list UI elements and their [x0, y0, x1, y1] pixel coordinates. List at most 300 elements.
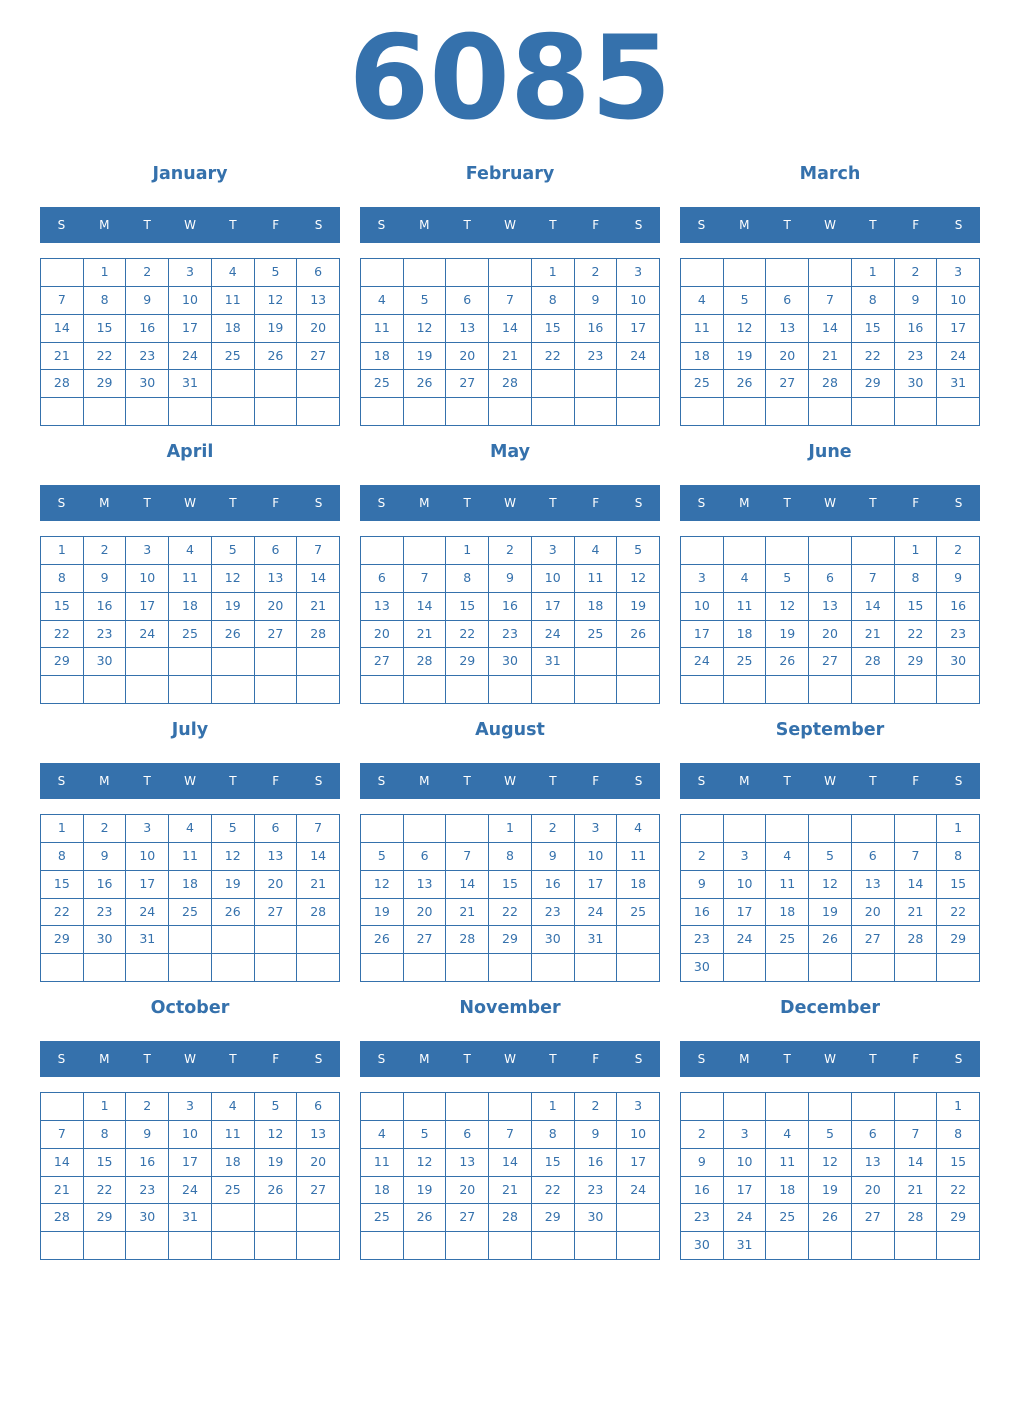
day-cell: 9	[84, 565, 127, 593]
day-cell: 14	[446, 871, 489, 899]
weekday-label: T	[869, 496, 877, 510]
day-cell: 11	[617, 843, 660, 871]
empty-day-cell	[489, 398, 532, 426]
empty-day-cell	[681, 676, 724, 704]
empty-day-cell	[617, 1204, 660, 1232]
day-cell: 19	[617, 593, 660, 621]
day-cell: 31	[169, 370, 212, 398]
day-cell: 15	[937, 1149, 980, 1177]
empty-day-cell	[575, 648, 618, 676]
empty-day-cell	[617, 676, 660, 704]
day-cell: 24	[169, 1177, 212, 1205]
day-cell: 2	[126, 1093, 169, 1121]
day-cell: 11	[212, 1121, 255, 1149]
weekday-label: W	[824, 496, 836, 510]
month-name: June	[808, 442, 852, 462]
day-cell: 10	[937, 287, 980, 315]
day-cell: 13	[446, 315, 489, 343]
day-cell: 14	[404, 593, 447, 621]
day-cell: 3	[126, 815, 169, 843]
day-cell: 10	[724, 871, 767, 899]
day-cell: 29	[84, 1204, 127, 1232]
day-cell: 12	[212, 565, 255, 593]
day-cell: 12	[361, 871, 404, 899]
day-cell: 14	[41, 315, 84, 343]
day-cell: 6	[297, 1093, 340, 1121]
weekday-label: T	[463, 1052, 471, 1066]
empty-day-cell	[404, 676, 447, 704]
weekday-label: S	[954, 774, 963, 788]
day-cell: 6	[361, 565, 404, 593]
day-cell: 18	[361, 343, 404, 371]
day-cell: 15	[532, 1149, 575, 1177]
day-cell: 29	[489, 926, 532, 954]
day-grid	[40, 536, 340, 704]
empty-day-cell	[852, 1232, 895, 1260]
weekday-label: M	[419, 218, 430, 232]
day-cell: 30	[126, 1204, 169, 1232]
day-cell: 20	[446, 1177, 489, 1205]
day-cell: 12	[255, 287, 298, 315]
day-cell: 3	[532, 537, 575, 565]
day-cell: 16	[575, 315, 618, 343]
day-cell: 29	[446, 648, 489, 676]
empty-day-cell	[361, 1093, 404, 1121]
weekday-label: F	[912, 496, 920, 510]
day-cell: 3	[724, 1121, 767, 1149]
day-cell: 13	[255, 565, 298, 593]
empty-day-cell	[724, 676, 767, 704]
weekday-label: T	[869, 774, 877, 788]
day-cell: 27	[852, 926, 895, 954]
day-cell: 12	[724, 315, 767, 343]
empty-day-cell	[681, 398, 724, 426]
empty-day-cell	[809, 537, 852, 565]
day-cell: 16	[681, 899, 724, 927]
day-cell: 2	[575, 1093, 618, 1121]
day-cell: 4	[212, 259, 255, 287]
weekday-label: T	[783, 774, 791, 788]
day-cell: 6	[446, 1121, 489, 1149]
day-cell: 23	[681, 926, 724, 954]
weekday-label: T	[783, 496, 791, 510]
empty-day-cell	[681, 815, 724, 843]
day-cell: 29	[41, 926, 84, 954]
day-cell: 18	[575, 593, 618, 621]
day-cell: 4	[617, 815, 660, 843]
day-cell: 1	[84, 1093, 127, 1121]
day-cell: 9	[532, 843, 575, 871]
empty-day-cell	[212, 370, 255, 398]
empty-day-cell	[937, 954, 980, 982]
day-cell: 10	[169, 287, 212, 315]
day-cell: 10	[169, 1121, 212, 1149]
empty-day-cell	[212, 648, 255, 676]
day-cell: 6	[404, 843, 447, 871]
day-cell: 12	[255, 1121, 298, 1149]
month-name: August	[475, 720, 545, 740]
day-cell: 15	[446, 593, 489, 621]
day-cell: 28	[895, 1204, 938, 1232]
empty-day-cell	[297, 398, 340, 426]
empty-day-cell	[361, 676, 404, 704]
day-cell: 10	[532, 565, 575, 593]
day-cell: 25	[724, 648, 767, 676]
empty-day-cell	[532, 1232, 575, 1260]
day-cell: 7	[489, 1121, 532, 1149]
empty-day-cell	[681, 1093, 724, 1121]
empty-day-cell	[297, 648, 340, 676]
day-cell: 7	[297, 815, 340, 843]
day-cell: 17	[532, 593, 575, 621]
day-cell: 15	[84, 1149, 127, 1177]
weekday-label: S	[314, 774, 323, 788]
day-cell: 13	[361, 593, 404, 621]
day-cell: 17	[126, 871, 169, 899]
weekday-label: F	[592, 1052, 600, 1066]
weekday-label: S	[697, 774, 706, 788]
day-cell: 19	[212, 871, 255, 899]
day-cell: 4	[766, 1121, 809, 1149]
empty-day-cell	[532, 370, 575, 398]
month-name: May	[489, 442, 531, 462]
empty-day-cell	[895, 1093, 938, 1121]
day-cell: 2	[489, 537, 532, 565]
empty-day-cell	[361, 398, 404, 426]
day-cell: 1	[84, 259, 127, 287]
empty-day-cell	[255, 1204, 298, 1232]
day-cell: 27	[297, 343, 340, 371]
day-cell: 9	[575, 287, 618, 315]
day-grid	[360, 814, 660, 982]
day-cell: 15	[41, 593, 84, 621]
day-cell: 2	[681, 1121, 724, 1149]
day-cell: 13	[255, 843, 298, 871]
empty-day-cell	[809, 676, 852, 704]
month-name: December	[780, 998, 880, 1018]
day-cell: 16	[489, 593, 532, 621]
empty-day-cell	[489, 1232, 532, 1260]
empty-day-cell	[766, 259, 809, 287]
day-cell: 8	[84, 1121, 127, 1149]
day-cell: 9	[681, 871, 724, 899]
day-cell: 20	[255, 593, 298, 621]
day-cell: 3	[617, 259, 660, 287]
day-cell: 22	[489, 899, 532, 927]
day-cell: 21	[41, 343, 84, 371]
empty-day-cell	[617, 926, 660, 954]
day-cell: 8	[937, 1121, 980, 1149]
day-cell: 19	[212, 593, 255, 621]
day-cell: 10	[575, 843, 618, 871]
month-name: March	[799, 164, 861, 184]
weekday-label: M	[99, 218, 110, 232]
day-grid	[360, 258, 660, 426]
day-cell: 30	[84, 926, 127, 954]
day-cell: 5	[766, 565, 809, 593]
weekday-label: T	[869, 218, 877, 232]
weekday-label: S	[954, 1052, 963, 1066]
day-cell: 16	[575, 1149, 618, 1177]
day-cell: 11	[169, 565, 212, 593]
day-cell: 14	[489, 315, 532, 343]
weekday-label: F	[272, 1052, 280, 1066]
day-cell: 19	[809, 899, 852, 927]
day-cell: 2	[532, 815, 575, 843]
month-name: February	[465, 164, 555, 184]
empty-day-cell	[297, 1204, 340, 1232]
day-cell: 22	[41, 621, 84, 649]
day-cell: 4	[575, 537, 618, 565]
day-cell: 21	[809, 343, 852, 371]
weekday-label: T	[549, 496, 557, 510]
weekday-label: M	[419, 774, 430, 788]
day-cell: 16	[532, 871, 575, 899]
day-cell: 28	[446, 926, 489, 954]
empty-day-cell	[852, 676, 895, 704]
empty-day-cell	[212, 398, 255, 426]
empty-day-cell	[126, 676, 169, 704]
day-cell: 10	[724, 1149, 767, 1177]
day-cell: 18	[681, 343, 724, 371]
empty-day-cell	[41, 676, 84, 704]
empty-day-cell	[404, 537, 447, 565]
day-cell: 23	[575, 343, 618, 371]
weekday-label: T	[143, 1052, 151, 1066]
empty-day-cell	[255, 926, 298, 954]
day-cell: 29	[937, 926, 980, 954]
day-cell: 22	[937, 899, 980, 927]
day-cell: 1	[446, 537, 489, 565]
day-cell: 13	[852, 1149, 895, 1177]
empty-day-cell	[446, 815, 489, 843]
day-cell: 8	[852, 287, 895, 315]
empty-day-cell	[724, 537, 767, 565]
empty-day-cell	[297, 954, 340, 982]
day-cell: 17	[126, 593, 169, 621]
day-grid	[680, 258, 980, 426]
empty-day-cell	[169, 648, 212, 676]
day-cell: 13	[297, 287, 340, 315]
empty-day-cell	[724, 954, 767, 982]
day-cell: 15	[937, 871, 980, 899]
weekday-label: M	[739, 496, 750, 510]
empty-day-cell	[84, 676, 127, 704]
day-cell: 3	[724, 843, 767, 871]
day-cell: 21	[895, 899, 938, 927]
day-cell: 8	[446, 565, 489, 593]
day-cell: 10	[681, 593, 724, 621]
empty-day-cell	[489, 259, 532, 287]
day-cell: 10	[617, 1121, 660, 1149]
day-cell: 8	[489, 843, 532, 871]
day-cell: 23	[575, 1177, 618, 1205]
empty-day-cell	[895, 954, 938, 982]
weekday-label: F	[592, 774, 600, 788]
empty-day-cell	[681, 537, 724, 565]
day-cell: 20	[852, 899, 895, 927]
day-cell: 17	[169, 1149, 212, 1177]
day-cell: 18	[766, 1177, 809, 1205]
empty-day-cell	[575, 676, 618, 704]
weekday-label: W	[184, 1052, 196, 1066]
day-cell: 19	[404, 1177, 447, 1205]
day-cell: 22	[41, 899, 84, 927]
day-cell: 29	[41, 648, 84, 676]
weekday-header	[680, 763, 980, 799]
weekday-label: S	[57, 1052, 66, 1066]
day-cell: 12	[766, 593, 809, 621]
weekday-label: T	[229, 1052, 237, 1066]
weekday-label: T	[783, 218, 791, 232]
day-cell: 19	[404, 343, 447, 371]
weekday-label: T	[549, 218, 557, 232]
day-cell: 11	[724, 593, 767, 621]
day-cell: 20	[809, 621, 852, 649]
weekday-label: F	[272, 496, 280, 510]
day-cell: 20	[446, 343, 489, 371]
empty-day-cell	[41, 1093, 84, 1121]
day-cell: 31	[575, 926, 618, 954]
day-cell: 17	[724, 1177, 767, 1205]
weekday-label: W	[504, 218, 516, 232]
day-cell: 27	[446, 370, 489, 398]
day-cell: 17	[575, 871, 618, 899]
weekday-header	[680, 207, 980, 243]
empty-day-cell	[169, 954, 212, 982]
day-cell: 30	[895, 370, 938, 398]
day-cell: 26	[766, 648, 809, 676]
day-cell: 9	[84, 843, 127, 871]
empty-day-cell	[212, 676, 255, 704]
day-cell: 24	[575, 899, 618, 927]
empty-day-cell	[84, 954, 127, 982]
day-cell: 19	[766, 621, 809, 649]
empty-day-cell	[895, 815, 938, 843]
day-cell: 16	[126, 315, 169, 343]
day-cell: 14	[809, 315, 852, 343]
day-grid	[680, 536, 980, 704]
day-cell: 15	[895, 593, 938, 621]
empty-day-cell	[446, 1093, 489, 1121]
weekday-label: F	[912, 774, 920, 788]
day-cell: 5	[404, 1121, 447, 1149]
weekday-header	[360, 1041, 660, 1077]
day-cell: 22	[937, 1177, 980, 1205]
day-cell: 28	[809, 370, 852, 398]
day-cell: 20	[297, 1149, 340, 1177]
day-cell: 24	[126, 621, 169, 649]
empty-day-cell	[41, 398, 84, 426]
weekday-label: S	[954, 496, 963, 510]
day-cell: 13	[297, 1121, 340, 1149]
empty-day-cell	[724, 398, 767, 426]
empty-day-cell	[297, 370, 340, 398]
day-cell: 5	[212, 537, 255, 565]
day-cell: 27	[255, 621, 298, 649]
day-cell: 28	[895, 926, 938, 954]
empty-day-cell	[255, 648, 298, 676]
day-cell: 1	[532, 1093, 575, 1121]
empty-day-cell	[489, 676, 532, 704]
day-cell: 2	[126, 259, 169, 287]
empty-day-cell	[532, 954, 575, 982]
weekday-label: M	[99, 496, 110, 510]
day-cell: 13	[852, 871, 895, 899]
weekday-header	[360, 485, 660, 521]
day-cell: 23	[937, 621, 980, 649]
weekday-label: S	[57, 496, 66, 510]
weekday-label: S	[377, 218, 386, 232]
weekday-label: T	[463, 774, 471, 788]
empty-day-cell	[212, 1232, 255, 1260]
day-cell: 28	[41, 370, 84, 398]
day-cell: 21	[489, 343, 532, 371]
empty-day-cell	[361, 537, 404, 565]
day-cell: 13	[766, 315, 809, 343]
day-cell: 6	[446, 287, 489, 315]
empty-day-cell	[41, 1232, 84, 1260]
day-cell: 24	[724, 1204, 767, 1232]
day-cell: 27	[446, 1204, 489, 1232]
empty-day-cell	[489, 954, 532, 982]
day-cell: 2	[575, 259, 618, 287]
day-cell: 1	[937, 815, 980, 843]
empty-day-cell	[84, 398, 127, 426]
day-cell: 3	[617, 1093, 660, 1121]
day-cell: 8	[84, 287, 127, 315]
day-cell: 25	[617, 899, 660, 927]
day-cell: 1	[41, 537, 84, 565]
empty-day-cell	[617, 1232, 660, 1260]
weekday-label: F	[272, 774, 280, 788]
day-cell: 29	[532, 1204, 575, 1232]
day-cell: 25	[169, 899, 212, 927]
day-cell: 25	[681, 370, 724, 398]
day-cell: 6	[852, 843, 895, 871]
weekday-label: W	[184, 496, 196, 510]
day-cell: 3	[169, 1093, 212, 1121]
empty-day-cell	[361, 954, 404, 982]
day-cell: 19	[255, 315, 298, 343]
day-cell: 27	[297, 1177, 340, 1205]
empty-day-cell	[212, 954, 255, 982]
weekday-label: W	[824, 1052, 836, 1066]
day-cell: 14	[297, 565, 340, 593]
empty-day-cell	[681, 259, 724, 287]
weekday-label: S	[57, 774, 66, 788]
day-cell: 27	[852, 1204, 895, 1232]
empty-day-cell	[446, 676, 489, 704]
day-cell: 8	[532, 1121, 575, 1149]
day-cell: 24	[532, 621, 575, 649]
empty-day-cell	[404, 259, 447, 287]
weekday-label: W	[504, 496, 516, 510]
empty-day-cell	[766, 676, 809, 704]
day-cell: 26	[255, 343, 298, 371]
empty-day-cell	[724, 815, 767, 843]
weekday-label: T	[229, 496, 237, 510]
empty-day-cell	[617, 370, 660, 398]
empty-day-cell	[361, 815, 404, 843]
weekday-label: M	[739, 774, 750, 788]
day-cell: 15	[84, 315, 127, 343]
weekday-label: W	[824, 218, 836, 232]
weekday-header	[680, 1041, 980, 1077]
day-cell: 31	[126, 926, 169, 954]
day-cell: 14	[297, 843, 340, 871]
day-cell: 28	[297, 899, 340, 927]
